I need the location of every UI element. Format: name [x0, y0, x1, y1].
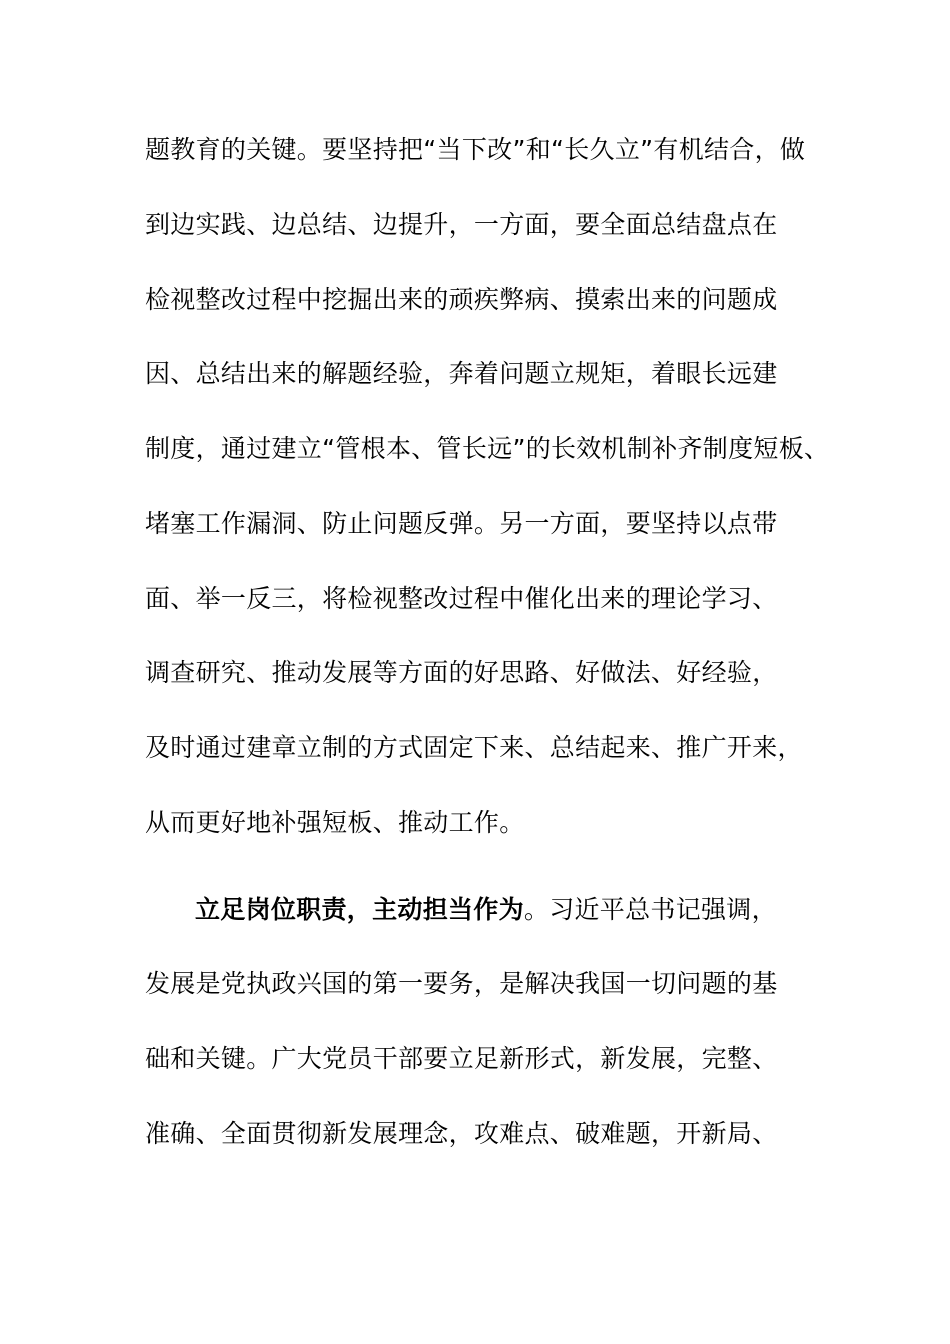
- section-heading: 立足岗位职责，主动担当作为: [195, 895, 524, 924]
- paragraph-line: 因、总结出来的解题经验，奔着问题立规矩，着眼长远建: [145, 359, 778, 388]
- paragraph-line: 准确、全面贯彻新发展理念，攻难点、破难题，开新局、: [145, 1119, 778, 1148]
- paragraph-line: 础和关键。广大党员干部要立足新形式，新发展，完整、: [145, 1044, 778, 1073]
- paragraph-line: 检视整改过程中挖掘出来的顽疾弊病、摸索出来的问题成: [145, 285, 778, 314]
- paragraph-line: 从而更好地补强短板、推动工作。: [145, 808, 525, 837]
- paragraph-line: 堵塞工作漏洞、防止问题反弹。另一方面，要坚持以点带: [145, 509, 778, 538]
- paragraph-line: 题教育的关键。要坚持把“当下改”和“长久立”有机结合，做: [145, 135, 806, 164]
- paragraph-line: 制度，通过建立“管根本、管长远”的长效机制补齐制度短板、: [145, 434, 830, 463]
- paragraph-line: 面、举一反三，将检视整改过程中催化出来的理论学习、: [145, 584, 778, 613]
- paragraph-first-line: [195, 895, 777, 925]
- paragraph-line: 到边实践、边总结、边提升，一方面，要全面总结盘点在: [145, 210, 778, 239]
- paragraph-line: 及时通过建章立制的方式固定下来、总结起来、推广开来，: [145, 733, 803, 762]
- paragraph-line: 发展是党执政兴国的第一要务，是解决我国一切问题的基: [145, 969, 778, 998]
- paragraph-text: 。习近平总书记强调，: [523, 895, 777, 924]
- paragraph-line: 调查研究、推动发展等方面的好思路、好做法、好经验，: [145, 658, 778, 687]
